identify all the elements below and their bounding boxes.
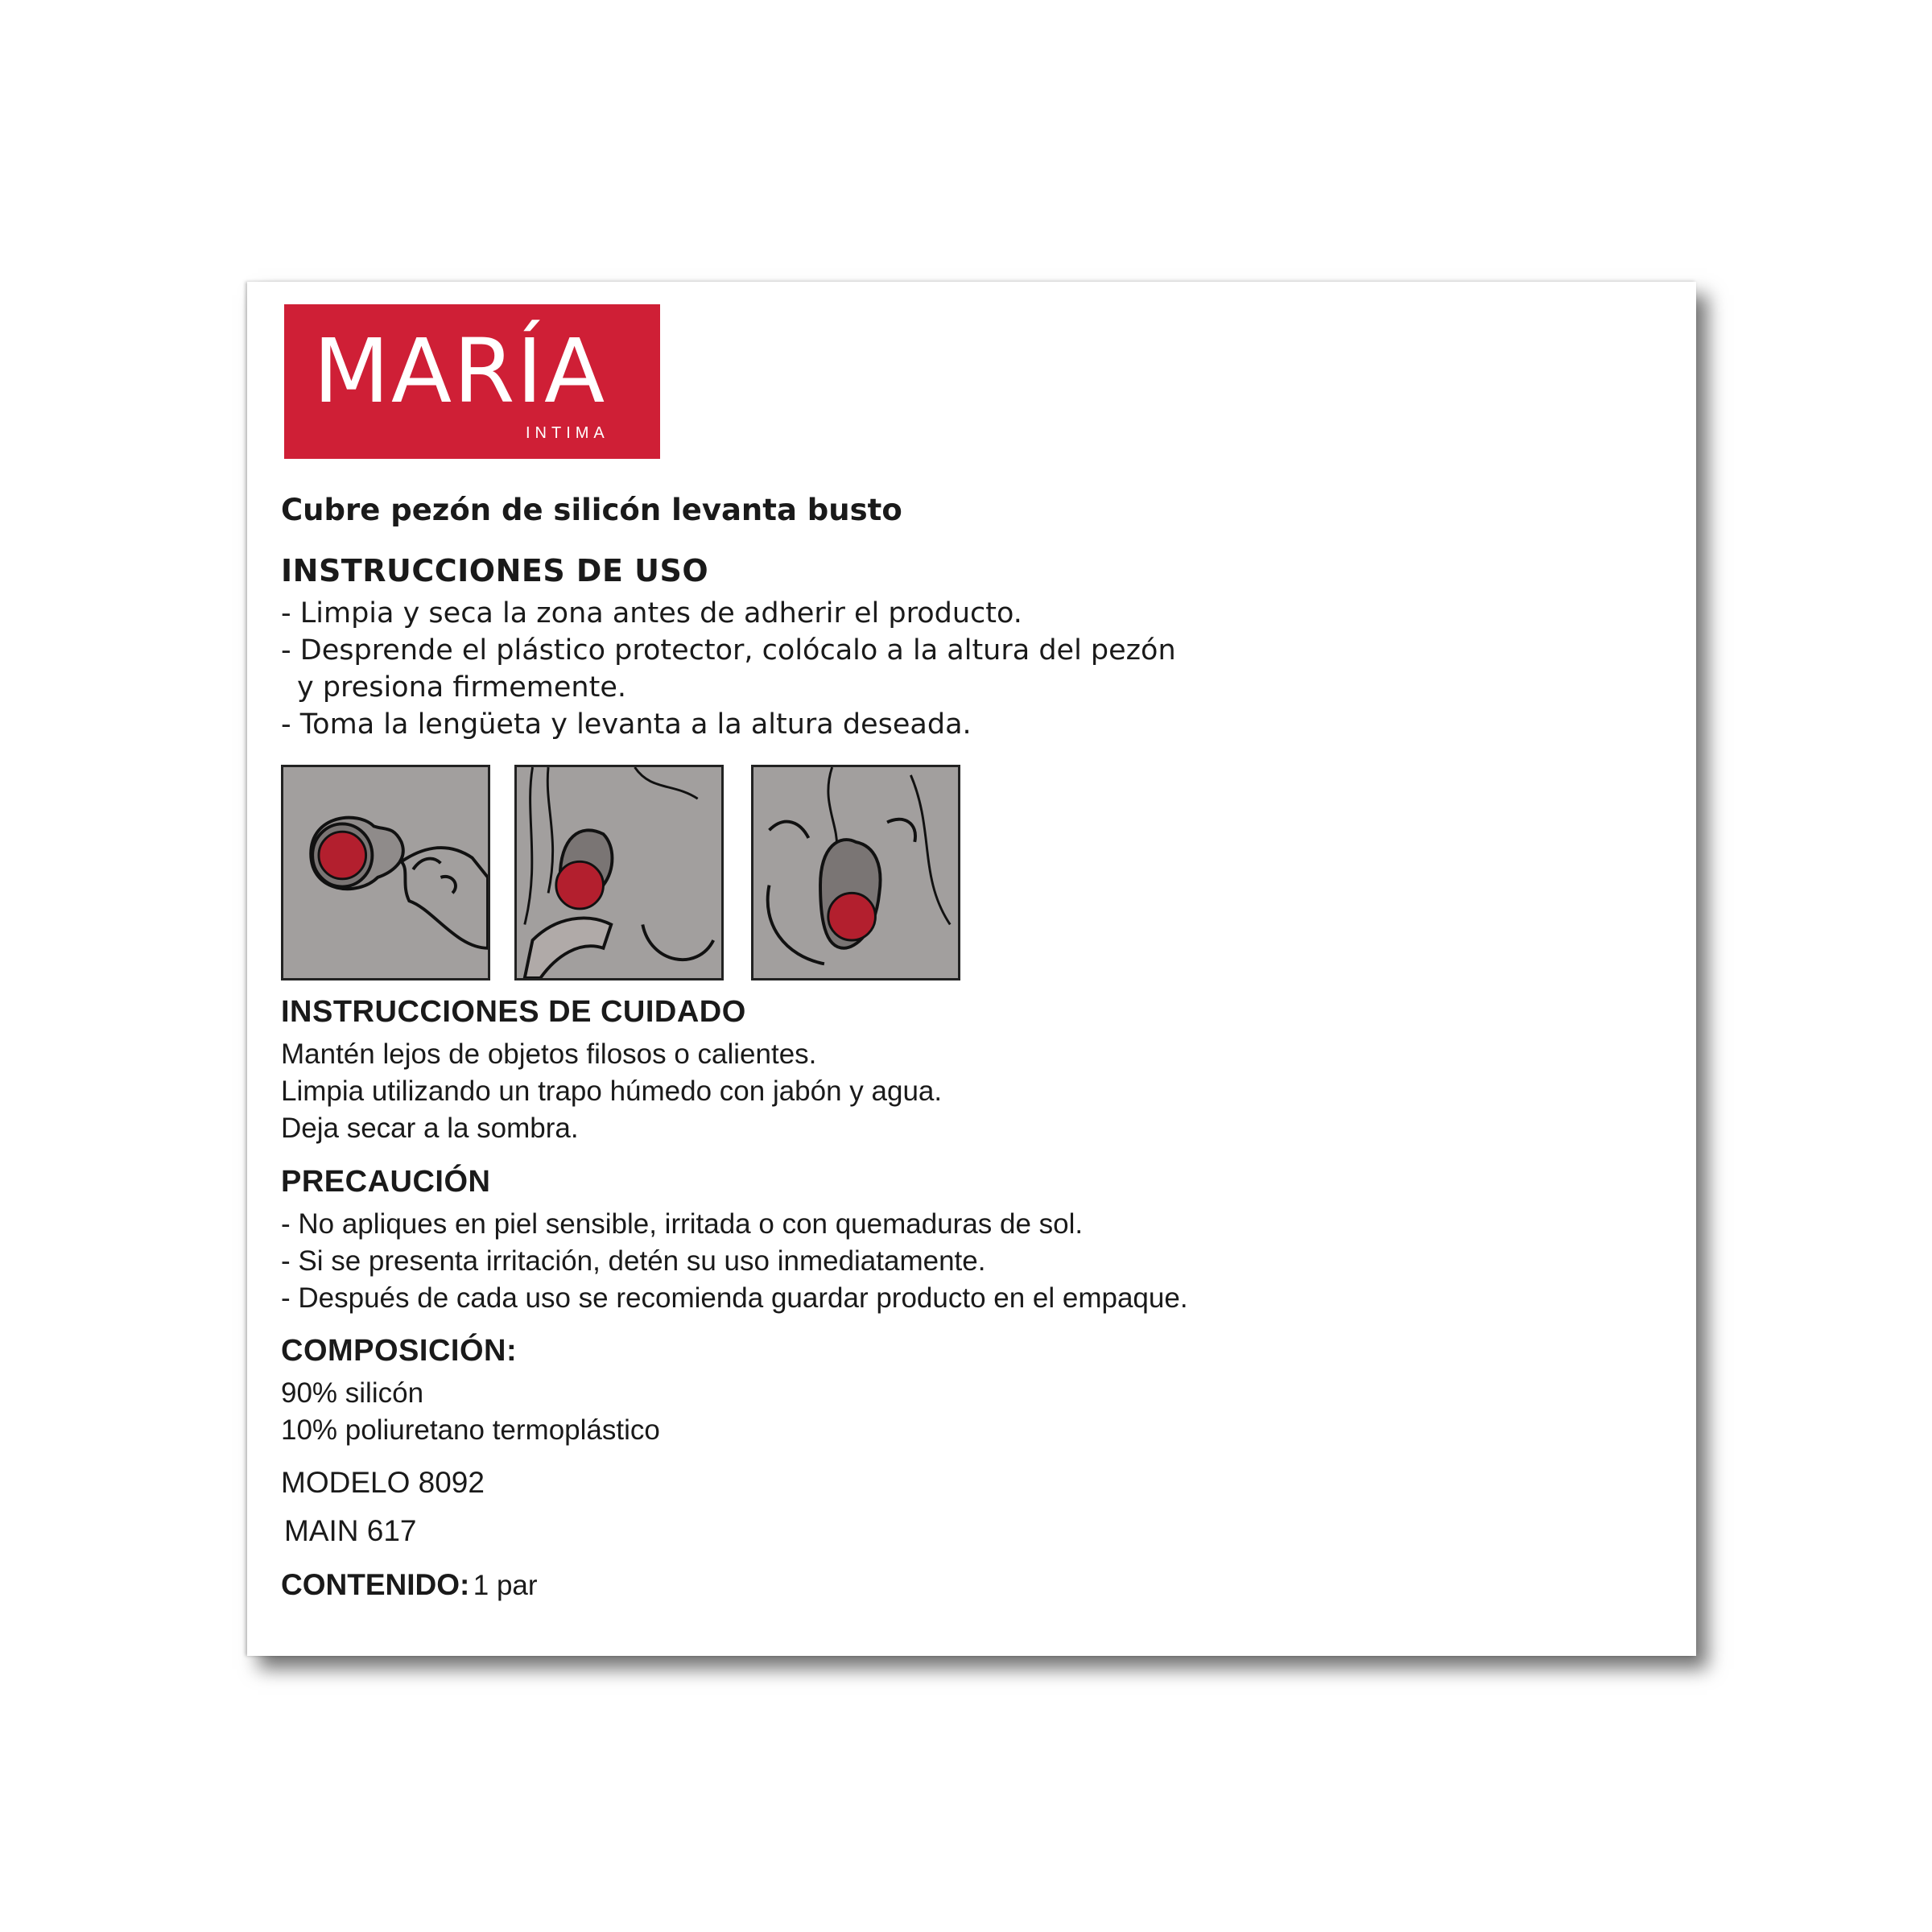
illustration-apply [514, 765, 724, 980]
instruction-card [247, 282, 1696, 1656]
usage-line: - Toma la lengüeta y levanta a la altura deseada. [281, 708, 972, 741]
contents-section [281, 1568, 538, 1602]
contents-label: CONTENIDO: [281, 1568, 470, 1601]
usage-line: y presiona firmemente. [297, 671, 626, 704]
brand-subtitle: INTIMA [526, 424, 609, 442]
main-section [284, 1514, 417, 1548]
apply-illustration [517, 767, 721, 978]
care-line: Deja secar a la sombra. [281, 1113, 579, 1144]
contents-value: 1 par [473, 1570, 538, 1601]
usage-illustrations [281, 765, 1005, 982]
composition-heading: COMPOSICIÓN: [281, 1334, 518, 1368]
caution-line: - No apliques en piel sensible, irritada o con quemaduras de sol. [281, 1208, 1084, 1240]
illustration-lift [751, 765, 960, 980]
care-line: Limpia utilizando un trapo húmedo con jabón y agua. [281, 1075, 943, 1107]
model-section [281, 1466, 485, 1500]
usage-heading: INSTRUCCIONES DE USO [281, 553, 709, 588]
caution-line: - Si se presenta irritación, detén su uso inmediatamente. [281, 1245, 986, 1277]
lift-illustration [753, 767, 958, 978]
care-section [281, 995, 942, 1147]
model-number: MODELO 8092 [281, 1466, 485, 1499]
illustration-peel-protector [281, 765, 490, 980]
product-title: Cubre pezón de silicón levanta busto [281, 493, 902, 527]
composition-line: 90% silicón [281, 1377, 424, 1409]
composition-section [281, 1334, 660, 1449]
usage-line: - Limpia y seca la zona antes de adherir el producto. [281, 597, 1022, 630]
caution-heading: PRECAUCIÓN [281, 1165, 491, 1199]
caution-line: - Después de cada uso se recomienda guardar producto en el empaque. [281, 1282, 1188, 1314]
composition-line: 10% poliuretano termoplástico [281, 1414, 660, 1446]
brand-name: MARÍA [313, 320, 607, 423]
care-heading: INSTRUCCIONES DE CUIDADO [281, 995, 746, 1029]
main-number: MAIN 617 [284, 1514, 417, 1547]
caution-section [281, 1165, 1188, 1317]
brand-logo [284, 304, 660, 459]
care-line: Mantén lejos de objetos filosos o calientes. [281, 1038, 817, 1070]
peel-protector-illustration [283, 767, 488, 978]
usage-line: - Desprende el plástico protector, colócalo a la altura del pezón [281, 634, 1176, 667]
usage-section [281, 493, 1488, 743]
